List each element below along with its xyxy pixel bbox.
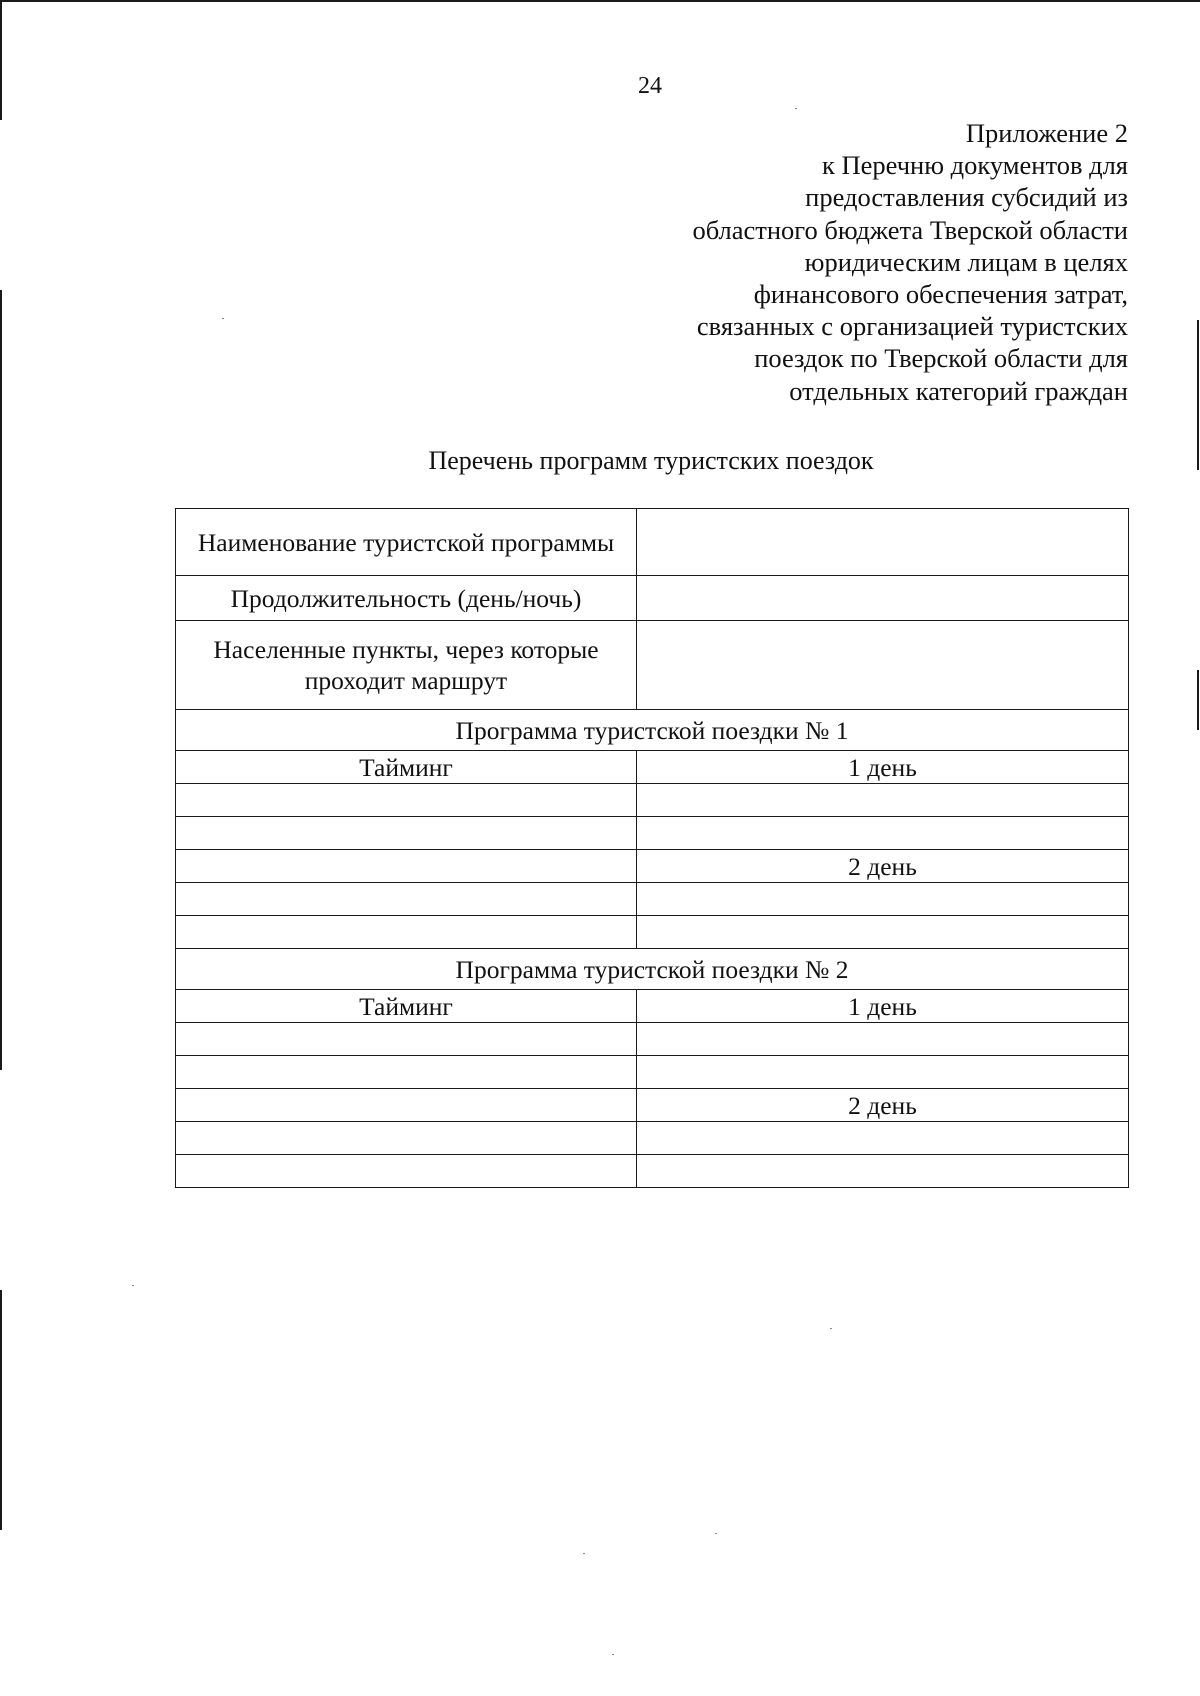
- page-number: 24: [638, 73, 662, 99]
- program-name-value: [637, 509, 1129, 576]
- appendix-line: финансового обеспечения затрат,: [753, 279, 1128, 310]
- day-1-label: 1 день: [637, 990, 1129, 1023]
- appendix-line: предоставления субсидий из: [805, 182, 1128, 213]
- table-cell: [176, 883, 637, 916]
- table-row: [176, 1155, 1129, 1188]
- scan-speck: [222, 318, 224, 319]
- scan-speck: [583, 1553, 585, 1554]
- program-1-timing-row: [176, 751, 1129, 784]
- scan-edge-left-mid: [0, 290, 2, 1070]
- table-row-settlements: [176, 621, 1129, 710]
- settlements-label: Населенные пункты, через которые проходит маршрут: [176, 621, 637, 710]
- table-row: [176, 883, 1129, 916]
- duration-value: [637, 576, 1129, 621]
- timing-label: Тайминг: [176, 990, 637, 1023]
- table-row: [176, 1122, 1129, 1155]
- program-2-heading: Программа туристской поездки № 2: [176, 949, 1129, 990]
- scan-edge-left-top: [0, 0, 2, 120]
- program-2-timing-row: [176, 990, 1129, 1023]
- program-1-heading-row: [176, 710, 1129, 751]
- table-cell: [637, 784, 1129, 817]
- table-cell: [637, 1155, 1129, 1188]
- day-2-label: 2 день: [637, 1089, 1129, 1122]
- day-1-label: 1 день: [637, 751, 1129, 784]
- table-cell: [637, 1056, 1129, 1089]
- appendix-line: Приложение 2: [965, 118, 1128, 148]
- scan-edge-right-2: [1197, 670, 1199, 730]
- appendix-line: отдельных категорий граждан: [789, 375, 1128, 406]
- table-cell: [176, 1155, 637, 1188]
- day-2-label: 2 день: [637, 850, 1129, 883]
- appendix-line: поездок по Тверской области для: [754, 343, 1128, 374]
- table-cell: [637, 916, 1129, 949]
- table-row-program-name: [176, 509, 1129, 576]
- table-cell: [176, 850, 637, 883]
- scan-speck: [612, 1654, 614, 1655]
- table-row: [176, 1023, 1129, 1056]
- table-cell: [637, 883, 1129, 916]
- table-cell: [637, 1023, 1129, 1056]
- scan-edge-top: [0, 0, 1200, 2]
- table-row: [176, 784, 1129, 817]
- appendix-heading: [488, 117, 1128, 407]
- table-cell: [176, 817, 637, 850]
- timing-label: Тайминг: [176, 751, 637, 784]
- table-row: [176, 916, 1129, 949]
- document-title: Перечень программ туристских поездок: [428, 446, 874, 475]
- appendix-line: юридическим лицам в целях: [804, 246, 1128, 277]
- table-cell: [176, 1122, 637, 1155]
- program-1-day-2-row: [176, 850, 1129, 883]
- appendix-line: к Перечню документов для: [821, 150, 1128, 181]
- settlements-value: [637, 621, 1129, 710]
- table-row: [176, 1056, 1129, 1089]
- table-row-duration: [176, 576, 1129, 621]
- table-row: [176, 817, 1129, 850]
- table-cell: [176, 1056, 637, 1089]
- table-cell: [176, 1089, 637, 1122]
- scan-speck: [132, 1285, 134, 1286]
- program-name-label: Наименование туристской программы: [176, 509, 637, 576]
- programs-table: [175, 508, 1129, 1188]
- table-cell: [637, 1122, 1129, 1155]
- scan-speck: [830, 1328, 832, 1329]
- table-cell: [637, 817, 1129, 850]
- scan-speck: [715, 1533, 717, 1534]
- duration-label: Продолжительность (день/ночь): [176, 576, 637, 621]
- table-cell: [176, 1023, 637, 1056]
- program-2-heading-row: [176, 949, 1129, 990]
- table-cell: [176, 916, 637, 949]
- table-cell: [176, 784, 637, 817]
- program-2-day-2-row: [176, 1089, 1129, 1122]
- scan-speck: [795, 108, 797, 109]
- program-1-heading: Программа туристской поездки № 1: [176, 710, 1129, 751]
- appendix-line: связанных с организацией туристских: [696, 311, 1128, 342]
- appendix-line: областного бюджета Тверской области: [692, 214, 1128, 245]
- scan-edge-left-bottom: [0, 1290, 2, 1530]
